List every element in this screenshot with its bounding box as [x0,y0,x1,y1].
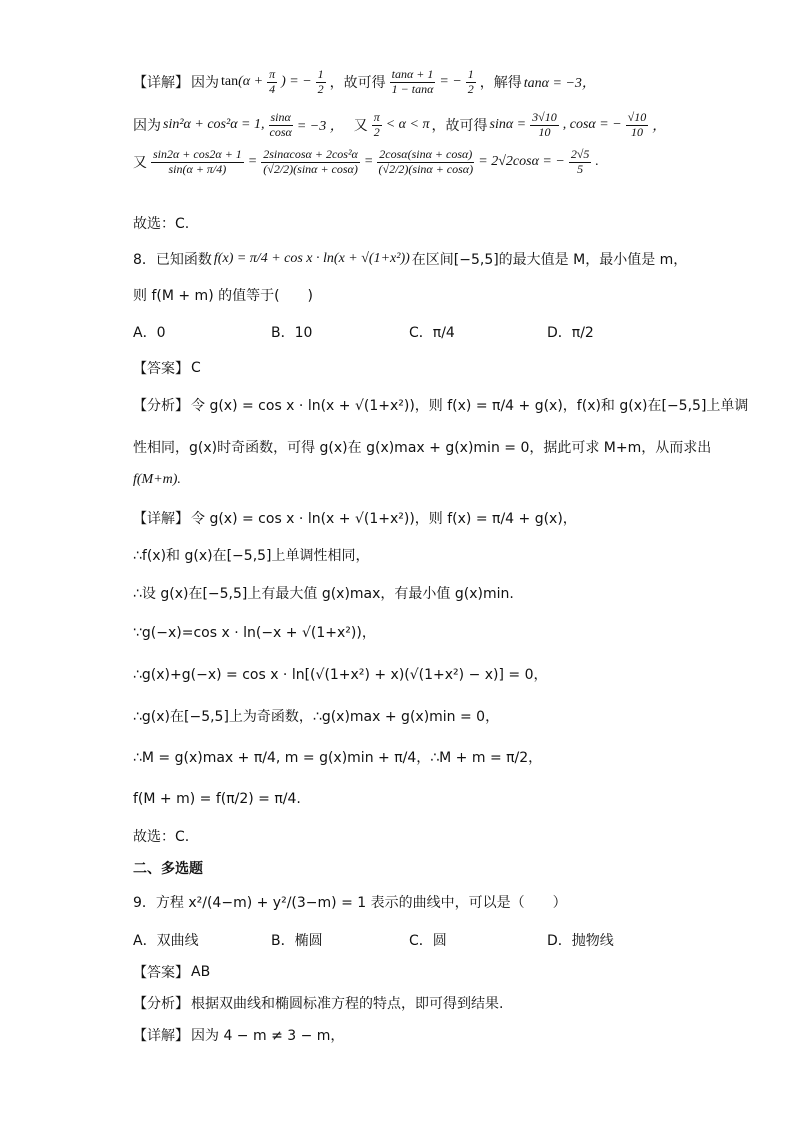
text: 8．已知函数 [133,252,212,268]
analysis-tag: 【分析】 [133,996,189,1012]
formula: ， [652,119,667,135]
fraction: $\frac{\text{2sinαcosα + 2cos²α}}{(√2/2)(\sin\alpha + \cos\alpha)}$ [263,147,358,176]
q9-stem: 9．方程 x²/(4−m) + y²/(3−m) = 1 表示的曲线中，可以是（ ） [133,895,567,911]
q9-option-b: B．椭圆 [271,933,323,949]
text: 又 [133,155,147,172]
q7-detail-line1 [133,68,596,97]
detail-tag: 【详解】 [133,1028,189,1044]
fraction: $\frac{\sin 2\alpha + \cos 2\alpha + 1}{\sin(\alpha + \pi/4)}$ [153,147,242,176]
text: 根据双曲线和椭圆标准方程的特点，即可得到结果. [191,996,504,1012]
q8-analysis-line2: 性相同，g(x)时奇函数，可得 g(x)在 g(x)max + g(x)min = 0，据此可求 M+m，从而求出 [133,440,712,456]
text: 因为 [133,118,161,135]
q9-option-c: C．圆 [409,933,447,949]
q7-choose: 故选：C. [133,216,190,232]
q8-analysis-line3: f(M+m). [133,472,181,487]
q8-analysis-line1 [133,395,748,415]
answer-value: AB [191,964,211,980]
q9-answer [133,962,210,982]
formula: sin²α + cos²α = 1, [163,117,265,133]
formula: sinα = [489,117,527,133]
formula: = − [439,74,462,90]
q8-option-b: B．10 [271,325,313,341]
q8-detail-line1 [133,508,577,528]
formula: ) = − [281,74,312,90]
formula: tan(α + [221,74,264,90]
fraction: $\frac{1}{2}$ [467,67,474,96]
q8-detail-line5: ∴g(x)+g(−x) = cos x · ln[(√(1+x²) + x)(√(1+x²) − x)] = 0， [133,667,548,683]
text: ，故可得 [329,75,386,92]
text: ，故可得 [431,118,488,135]
q9-analysis [133,993,503,1013]
formula: f(x) = π/4 + cos x · ln(x + √(1+x²)) [213,251,410,266]
q9-detail [133,1025,344,1045]
fraction: $\frac{\tan\alpha + 1}{1 - \tan\alpha}$ [391,67,434,96]
fraction: $\frac{\pi}{2}$ [373,110,380,139]
result: tanα = −3， [523,76,596,92]
q8-detail-line2: ∴f(x)和 g(x)在[−5,5]上单调性相同， [133,548,370,564]
formula: = [363,154,374,170]
detail-tag: 【详解】 [133,75,189,92]
text: 又 [353,118,368,135]
q8-choose: 故选：C. [133,829,190,845]
analysis-tag: 【分析】 [133,398,189,414]
q9-option-a: A．双曲线 [133,933,199,949]
q8-answer [133,358,201,378]
q8-stem-line1 [133,249,687,269]
section-title: 二、多选题 [133,861,203,877]
detail-tag: 【详解】 [133,511,189,527]
text: ，解得 [479,75,522,92]
text: 在区间[−5,5]的最大值是 M，最小值是 m， [411,252,688,268]
fraction: $\frac{1}{2}$ [317,67,324,96]
q8-detail-line7: ∴M = g(x)max + π/4, m = g(x)min + π/4，∴M + m = π/2， [133,750,543,766]
text: 令 g(x) = cos x · ln(x + √(1+x²))，则 f(x) = π/4 + g(x)，f(x)和 g(x)在[−5,5]上单调 [191,398,749,414]
q8-detail-line3: ∴设 g(x)在[−5,5]上有最大值 g(x)max，有最小值 g(x)min. [133,586,514,602]
q9-option-d: D．抛物线 [547,933,614,949]
text: 因为 [191,75,219,92]
formula: . [595,154,599,170]
q8-detail-line4: ∵g(−x)=cos x · ln(−x + √(1+x²))， [133,625,376,641]
q7-detail-line3 [133,148,599,177]
fraction: $\frac{\sin\alpha}{\cos\alpha}$ [269,110,292,139]
q7-detail-line2 [133,111,666,140]
formula: = [247,154,258,170]
text: 因为 4 − m ≠ 3 − m， [191,1028,345,1044]
answer-tag: 【答案】 [133,361,189,377]
q8-option-c: C．π/4 [409,325,455,341]
fraction: $\frac{\pi}{4}$ [269,67,276,96]
formula: , cosα = − [562,117,622,133]
fraction: $\frac{√10}{10}$ [627,110,647,139]
text: 令 g(x) = cos x · ln(x + √(1+x²))，则 f(x) = π/4 + g(x)， [191,511,577,527]
answer-tag: 【答案】 [133,965,189,981]
q8-option-d: D．π/2 [547,325,594,341]
formula: < α < π [385,117,430,133]
fraction: $\frac{2√5}{5}$ [570,147,590,176]
q8-option-a: A．0 [133,325,166,341]
q8-detail-line6: ∴g(x)在[−5,5]上为奇函数，∴g(x)max + g(x)min = 0， [133,709,500,725]
fraction: $\frac{3√10}{10}$ [532,110,557,139]
fraction: $\frac{2\cos\alpha(\sin\alpha + \cos\alpha)}{(√2/2)(\sin\alpha + \cos\alpha)}$ [378,147,474,176]
q8-detail-line8: f(M + m) = f(π/2) = π/4. [133,791,301,807]
formula: = −3 ， [296,119,344,135]
answer-value: C [191,360,201,376]
q8-stem-line2: 则 f(M + m) 的值等于( ) [133,288,314,304]
formula: = 2√2cosα = − [478,154,565,170]
